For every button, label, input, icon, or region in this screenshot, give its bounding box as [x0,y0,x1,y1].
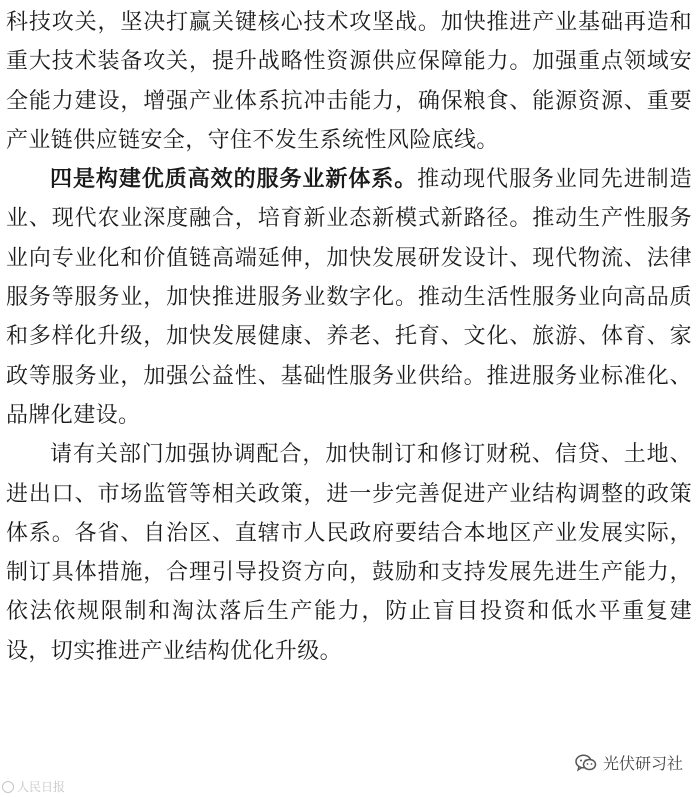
source-logo-icon [2,781,14,793]
source-watermark [2,778,65,795]
paragraph-2-lead: 四是构建优质高效的服务业新体系。 [50,166,418,193]
source-watermark-text: 人民日报 [17,780,66,794]
paragraph-3 [6,435,692,671]
account-watermark-text: 光伏研习社 [602,754,683,773]
account-watermark [572,750,686,775]
paragraph-1 [6,3,692,160]
wechat-icon [575,754,597,772]
paragraph-2 [6,160,692,435]
paragraph-2-text: 推动现代服务业同先进制造业、现代农业深度融合，培育新业态新模式新路径。推动生产性服务业向专业化和价值链高端延伸，加快发展研发设计、现代物流、法律服务等服务业，加快推进服务业数字化。推动生活性服务业向高品质和多样化升级，加快发展健康、养老、托育、文化、旅游、体育、家政等服务业，加强公益性、基础性服务业供给。推进服务业标准化、品牌化建设。 [6,167,692,428]
paragraph-3-text: 请有关部门加强协调配合，加快制订和修订财税、信贷、土地、进出口、市场监管等相关政策，进一步完善促进产业结构调整的政策体系。各省、自治区、直辖市人民政府要结合本地区产业发展实际，制订具体措施，合理引导投资方向，鼓励和支持发展先进生产能力，依法依规限制和淘汰落后生产能力，防止盲目投资和低水平重复建设，切实推进产业结构优化升级。 [6,442,692,664]
paragraph-1-text: 科技攻关，坚决打赢关键核心技术攻坚战。加快推进产业基础再造和重大技术装备攻关，提升战略性资源供应保障能力。加强重点领域安全能力建设，增强产业体系抗冲击能力，确保粮食、能源资源、重要产业链供应链安全，守住不发生系统性风险底线。 [6,10,692,153]
document-page [6,0,692,671]
